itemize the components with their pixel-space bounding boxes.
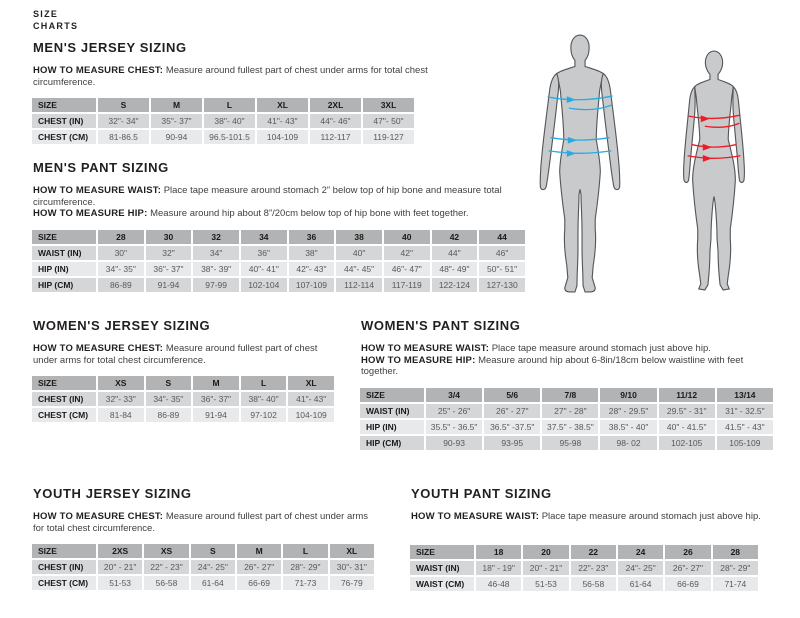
size-column-header: 32 xyxy=(193,230,239,244)
size-value-cell: 98- 02 xyxy=(600,436,656,450)
section-heading: WOMEN'S JERSEY SIZING xyxy=(33,318,211,333)
row-label: HIP (CM) xyxy=(360,436,424,450)
how-to-measure-text xyxy=(30,511,380,534)
size-value-cell: 47"- 50" xyxy=(363,114,414,128)
table-row xyxy=(32,392,334,406)
table-row xyxy=(32,114,414,128)
size-value-cell: 28" - 29.5" xyxy=(600,404,656,418)
size-label-header: SIZE xyxy=(32,98,96,112)
size-column-header: 9/10 xyxy=(600,388,656,402)
size-value-cell: 91-94 xyxy=(193,408,239,422)
size-value-cell: 24"- 25" xyxy=(618,561,663,575)
size-value-cell: 81-86.5 xyxy=(98,130,149,144)
section-youth-pant xyxy=(408,486,764,593)
section-womens-jersey xyxy=(30,318,342,424)
table-row xyxy=(360,420,773,434)
table-row xyxy=(32,560,374,574)
table-header-row xyxy=(32,544,374,558)
how-to-line xyxy=(33,208,530,220)
table-header-row xyxy=(410,545,758,559)
size-value-cell: 36" xyxy=(241,246,287,260)
size-value-cell: 71-74 xyxy=(713,577,758,591)
size-value-cell: 20" - 21" xyxy=(98,560,142,574)
size-value-cell: 66-69 xyxy=(665,577,710,591)
how-to-body: Measure around hip about 8”/20cm below top of hip bone with feet together. xyxy=(150,208,469,219)
size-value-cell: 61-64 xyxy=(618,577,663,591)
size-value-cell: 32" xyxy=(146,246,192,260)
how-to-line xyxy=(361,343,778,355)
size-column-header: 20 xyxy=(523,545,568,559)
section-heading: YOUTH JERSEY SIZING xyxy=(33,486,192,501)
table-row xyxy=(32,278,525,292)
size-value-cell: 46"- 47" xyxy=(384,262,430,276)
size-column-header: 3XL xyxy=(363,98,414,112)
size-value-cell: 56-58 xyxy=(144,576,188,590)
size-value-cell: 40" xyxy=(336,246,382,260)
table-row xyxy=(32,576,374,590)
size-column-header: XL xyxy=(288,376,334,390)
size-value-cell: 91-94 xyxy=(146,278,192,292)
row-label: HIP (IN) xyxy=(360,420,424,434)
how-to-label: HOW TO MEASURE HIP: xyxy=(361,354,476,366)
how-to-body: Measure around fullest part of chest under arms for total chest circumference. xyxy=(33,511,369,534)
size-value-cell: 34" xyxy=(193,246,239,260)
row-label: CHEST (CM) xyxy=(32,576,96,590)
size-column-header: 3/4 xyxy=(426,388,482,402)
size-value-cell: 95-98 xyxy=(542,436,598,450)
mens-pant-size-table xyxy=(30,228,527,294)
size-value-cell: 40"- 41" xyxy=(241,262,287,276)
size-value-cell: 50"- 51" xyxy=(479,262,525,276)
size-column-header: 38 xyxy=(336,230,382,244)
size-value-cell: 117-119 xyxy=(384,278,430,292)
size-value-cell: 104-109 xyxy=(257,130,308,144)
how-to-body: Measure around hip about 6-8in/18cm below waistline with feet together. xyxy=(361,354,744,377)
size-value-cell: 102-104 xyxy=(241,278,287,292)
how-to-label: HOW TO MEASURE WAIST: xyxy=(33,185,162,196)
how-to-body: Measure around fullest part of chest under arms for total chest circumference. xyxy=(33,343,318,366)
size-value-cell: 40" - 41.5" xyxy=(659,420,715,434)
size-value-cell: 61-64 xyxy=(191,576,235,590)
size-value-cell: 86-89 xyxy=(146,408,192,422)
table-header-row xyxy=(360,388,773,402)
size-value-cell: 26"- 27" xyxy=(665,561,710,575)
size-value-cell: 27" - 28" xyxy=(542,404,598,418)
size-column-header: 26 xyxy=(665,545,710,559)
size-value-cell: 34"- 35" xyxy=(98,262,144,276)
size-value-cell: 66-69 xyxy=(237,576,281,590)
womens-pant-size-table xyxy=(358,386,775,452)
size-value-cell: 112-117 xyxy=(310,130,361,144)
youth-jersey-size-table xyxy=(30,542,376,592)
table-header-row xyxy=(32,98,414,112)
row-label: CHEST (IN) xyxy=(32,560,96,574)
how-to-label: HOW TO MEASURE CHEST: xyxy=(33,511,164,522)
row-label: CHEST (CM) xyxy=(32,408,96,422)
size-column-header: 22 xyxy=(571,545,616,559)
size-value-cell: 30" xyxy=(98,246,144,260)
size-column-header: 28 xyxy=(98,230,144,244)
size-column-header: M xyxy=(193,376,239,390)
size-value-cell: 18" - 19" xyxy=(476,561,521,575)
size-value-cell: 25" - 26" xyxy=(426,404,482,418)
size-column-header: L xyxy=(204,98,255,112)
how-to-measure-text xyxy=(408,511,764,523)
size-column-header: XL xyxy=(257,98,308,112)
size-value-cell: 22"- 23" xyxy=(571,561,616,575)
size-value-cell: 44"- 45" xyxy=(336,262,382,276)
table-row xyxy=(410,577,758,591)
size-value-cell: 26"- 27" xyxy=(237,560,281,574)
size-value-cell: 46" xyxy=(479,246,525,260)
size-column-header: XS xyxy=(98,376,144,390)
size-column-header: 44 xyxy=(479,230,525,244)
female-body-shape xyxy=(693,51,736,290)
size-value-cell: 93-95 xyxy=(484,436,540,450)
size-column-header: 36 xyxy=(289,230,335,244)
size-value-cell: 44" xyxy=(432,246,478,260)
section-heading: WOMEN'S PANT SIZING xyxy=(361,318,521,333)
row-label: CHEST (IN) xyxy=(32,392,96,406)
size-column-header: 24 xyxy=(618,545,663,559)
size-value-cell: 36"- 37" xyxy=(146,262,192,276)
size-value-cell: 90-94 xyxy=(151,130,202,144)
size-value-cell: 35.5" - 36.5" xyxy=(426,420,482,434)
size-value-cell: 127-130 xyxy=(479,278,525,292)
male-right-arm-shape xyxy=(601,74,619,190)
row-label: CHEST (CM) xyxy=(32,130,96,144)
page-title xyxy=(33,8,78,32)
mens-jersey-size-table xyxy=(30,96,416,146)
size-value-cell: 90-93 xyxy=(426,436,482,450)
how-to-label: HOW TO MEASURE CHEST: xyxy=(33,343,164,354)
size-value-cell: 97-102 xyxy=(241,408,287,422)
how-to-body: Place tape measure around stomach just above hip. xyxy=(491,343,711,354)
size-value-cell: 35"- 37" xyxy=(151,114,202,128)
table-row xyxy=(360,436,773,450)
table-row xyxy=(32,130,414,144)
how-to-label: HOW TO MEASURE CHEST: xyxy=(33,65,164,76)
size-value-cell: 41.5" - 43" xyxy=(717,420,773,434)
size-column-header: S xyxy=(98,98,149,112)
size-value-cell: 86-89 xyxy=(98,278,144,292)
size-value-cell: 38" xyxy=(289,246,335,260)
size-column-header: 34 xyxy=(241,230,287,244)
section-mens-jersey xyxy=(30,40,450,146)
size-value-cell: 51-53 xyxy=(523,577,568,591)
size-value-cell: 38"- 40" xyxy=(241,392,287,406)
page-title-line2: CHARTS xyxy=(33,21,79,32)
table-row xyxy=(32,262,525,276)
size-column-header: M xyxy=(237,544,281,558)
size-value-cell: 76-79 xyxy=(330,576,374,590)
how-to-line xyxy=(33,185,530,208)
size-value-cell: 37.5" - 38.5" xyxy=(542,420,598,434)
size-value-cell: 42"- 43" xyxy=(289,262,335,276)
size-value-cell: 112-114 xyxy=(336,278,382,292)
how-to-body: Place tape measure around stomach 2” below top of hip bone and measure total circumference. xyxy=(33,185,502,208)
row-label: WAIST (IN) xyxy=(360,404,424,418)
size-value-cell: 28"- 29" xyxy=(713,561,758,575)
size-value-cell: 44"- 46" xyxy=(310,114,361,128)
table-row xyxy=(410,561,758,575)
male-body-shape xyxy=(557,35,604,292)
how-to-label: HOW TO MEASURE WAIST: xyxy=(411,511,540,522)
size-value-cell: 22" - 23" xyxy=(144,560,188,574)
size-column-header: 42 xyxy=(432,230,478,244)
youth-pant-size-table xyxy=(408,543,760,593)
size-value-cell: 105-109 xyxy=(717,436,773,450)
table-row xyxy=(360,404,773,418)
how-to-measure-text xyxy=(30,65,450,88)
how-to-measure-text xyxy=(30,185,530,220)
size-column-header: XL xyxy=(330,544,374,558)
how-to-body: Place tape measure around stomach just above hip. xyxy=(541,511,761,522)
size-value-cell: 41"- 43" xyxy=(288,392,334,406)
size-value-cell: 96.5-101.5 xyxy=(204,130,255,144)
size-value-cell: 28"- 29" xyxy=(283,560,327,574)
size-value-cell: 30"- 31" xyxy=(330,560,374,574)
size-value-cell: 97-99 xyxy=(193,278,239,292)
section-heading: MEN'S JERSEY SIZING xyxy=(33,40,187,55)
page-title-line1: SIZE xyxy=(33,9,59,19)
how-to-line xyxy=(361,355,778,378)
size-column-header: 28 xyxy=(713,545,758,559)
size-column-header: 18 xyxy=(476,545,521,559)
how-to-body: Measure around fullest part of chest under arms for total chest circumference. xyxy=(33,65,428,88)
row-label: CHEST (IN) xyxy=(32,114,96,128)
size-column-header: 2XL xyxy=(310,98,361,112)
size-value-cell: 104-109 xyxy=(288,408,334,422)
section-womens-pant xyxy=(358,318,778,452)
size-label-header: SIZE xyxy=(32,230,96,244)
size-value-cell: 32"- 34" xyxy=(98,114,149,128)
table-row xyxy=(32,408,334,422)
size-column-header: 11/12 xyxy=(659,388,715,402)
row-label: HIP (CM) xyxy=(32,278,96,292)
womens-jersey-size-table xyxy=(30,374,336,424)
how-to-label: HOW TO MEASURE HIP: xyxy=(33,208,148,219)
row-label: WAIST (IN) xyxy=(410,561,474,575)
size-column-header: S xyxy=(191,544,235,558)
size-value-cell: 102-105 xyxy=(659,436,715,450)
size-value-cell: 119-127 xyxy=(363,130,414,144)
size-value-cell: 26" - 27" xyxy=(484,404,540,418)
size-value-cell: 81-84 xyxy=(98,408,144,422)
size-column-header: 7/8 xyxy=(542,388,598,402)
table-header-row xyxy=(32,230,525,244)
row-label: WAIST (CM) xyxy=(410,577,474,591)
size-value-cell: 34"- 35" xyxy=(146,392,192,406)
size-column-header: 5/6 xyxy=(484,388,540,402)
size-column-header: XS xyxy=(144,544,188,558)
male-silhouette xyxy=(536,34,624,296)
size-value-cell: 31" - 32.5" xyxy=(717,404,773,418)
size-value-cell: 51-53 xyxy=(98,576,142,590)
section-youth-jersey xyxy=(30,486,380,592)
size-value-cell: 122-124 xyxy=(432,278,478,292)
size-label-header: SIZE xyxy=(32,544,96,558)
size-value-cell: 38"- 40" xyxy=(204,114,255,128)
how-to-measure-text xyxy=(358,343,778,378)
size-value-cell: 41"- 43" xyxy=(257,114,308,128)
size-value-cell: 56-58 xyxy=(571,577,616,591)
size-column-header: M xyxy=(151,98,202,112)
size-label-header: SIZE xyxy=(410,545,474,559)
section-heading: MEN'S PANT SIZING xyxy=(33,160,169,175)
size-value-cell: 42" xyxy=(384,246,430,260)
size-column-header: 40 xyxy=(384,230,430,244)
size-value-cell: 36.5" -37.5" xyxy=(484,420,540,434)
size-column-header: 2XS xyxy=(98,544,142,558)
size-value-cell: 48"- 49" xyxy=(432,262,478,276)
size-column-header: L xyxy=(283,544,327,558)
how-to-label: HOW TO MEASURE WAIST: xyxy=(361,343,490,354)
size-value-cell: 38.5" - 40" xyxy=(600,420,656,434)
section-heading: YOUTH PANT SIZING xyxy=(411,486,552,501)
row-label: WAIST (IN) xyxy=(32,246,96,260)
size-value-cell: 20" - 21" xyxy=(523,561,568,575)
size-column-header: L xyxy=(241,376,287,390)
how-to-measure-text xyxy=(30,343,342,366)
table-header-row xyxy=(32,376,334,390)
size-column-header: 30 xyxy=(146,230,192,244)
male-left-arm-shape xyxy=(540,74,558,190)
size-label-header: SIZE xyxy=(32,376,96,390)
size-value-cell: 36"- 37" xyxy=(193,392,239,406)
size-value-cell: 46-48 xyxy=(476,577,521,591)
row-label: HIP (IN) xyxy=(32,262,96,276)
size-label-header: SIZE xyxy=(360,388,424,402)
size-column-header: 13/14 xyxy=(717,388,773,402)
size-value-cell: 32"- 33" xyxy=(98,392,144,406)
size-value-cell: 29.5" - 31" xyxy=(659,404,715,418)
size-value-cell: 107-109 xyxy=(289,278,335,292)
size-value-cell: 71-73 xyxy=(283,576,327,590)
size-value-cell: 38"- 39" xyxy=(193,262,239,276)
female-silhouette xyxy=(666,50,762,292)
size-value-cell: 24"- 25" xyxy=(191,560,235,574)
section-mens-pant xyxy=(30,160,530,294)
size-column-header: S xyxy=(146,376,192,390)
table-row xyxy=(32,246,525,260)
